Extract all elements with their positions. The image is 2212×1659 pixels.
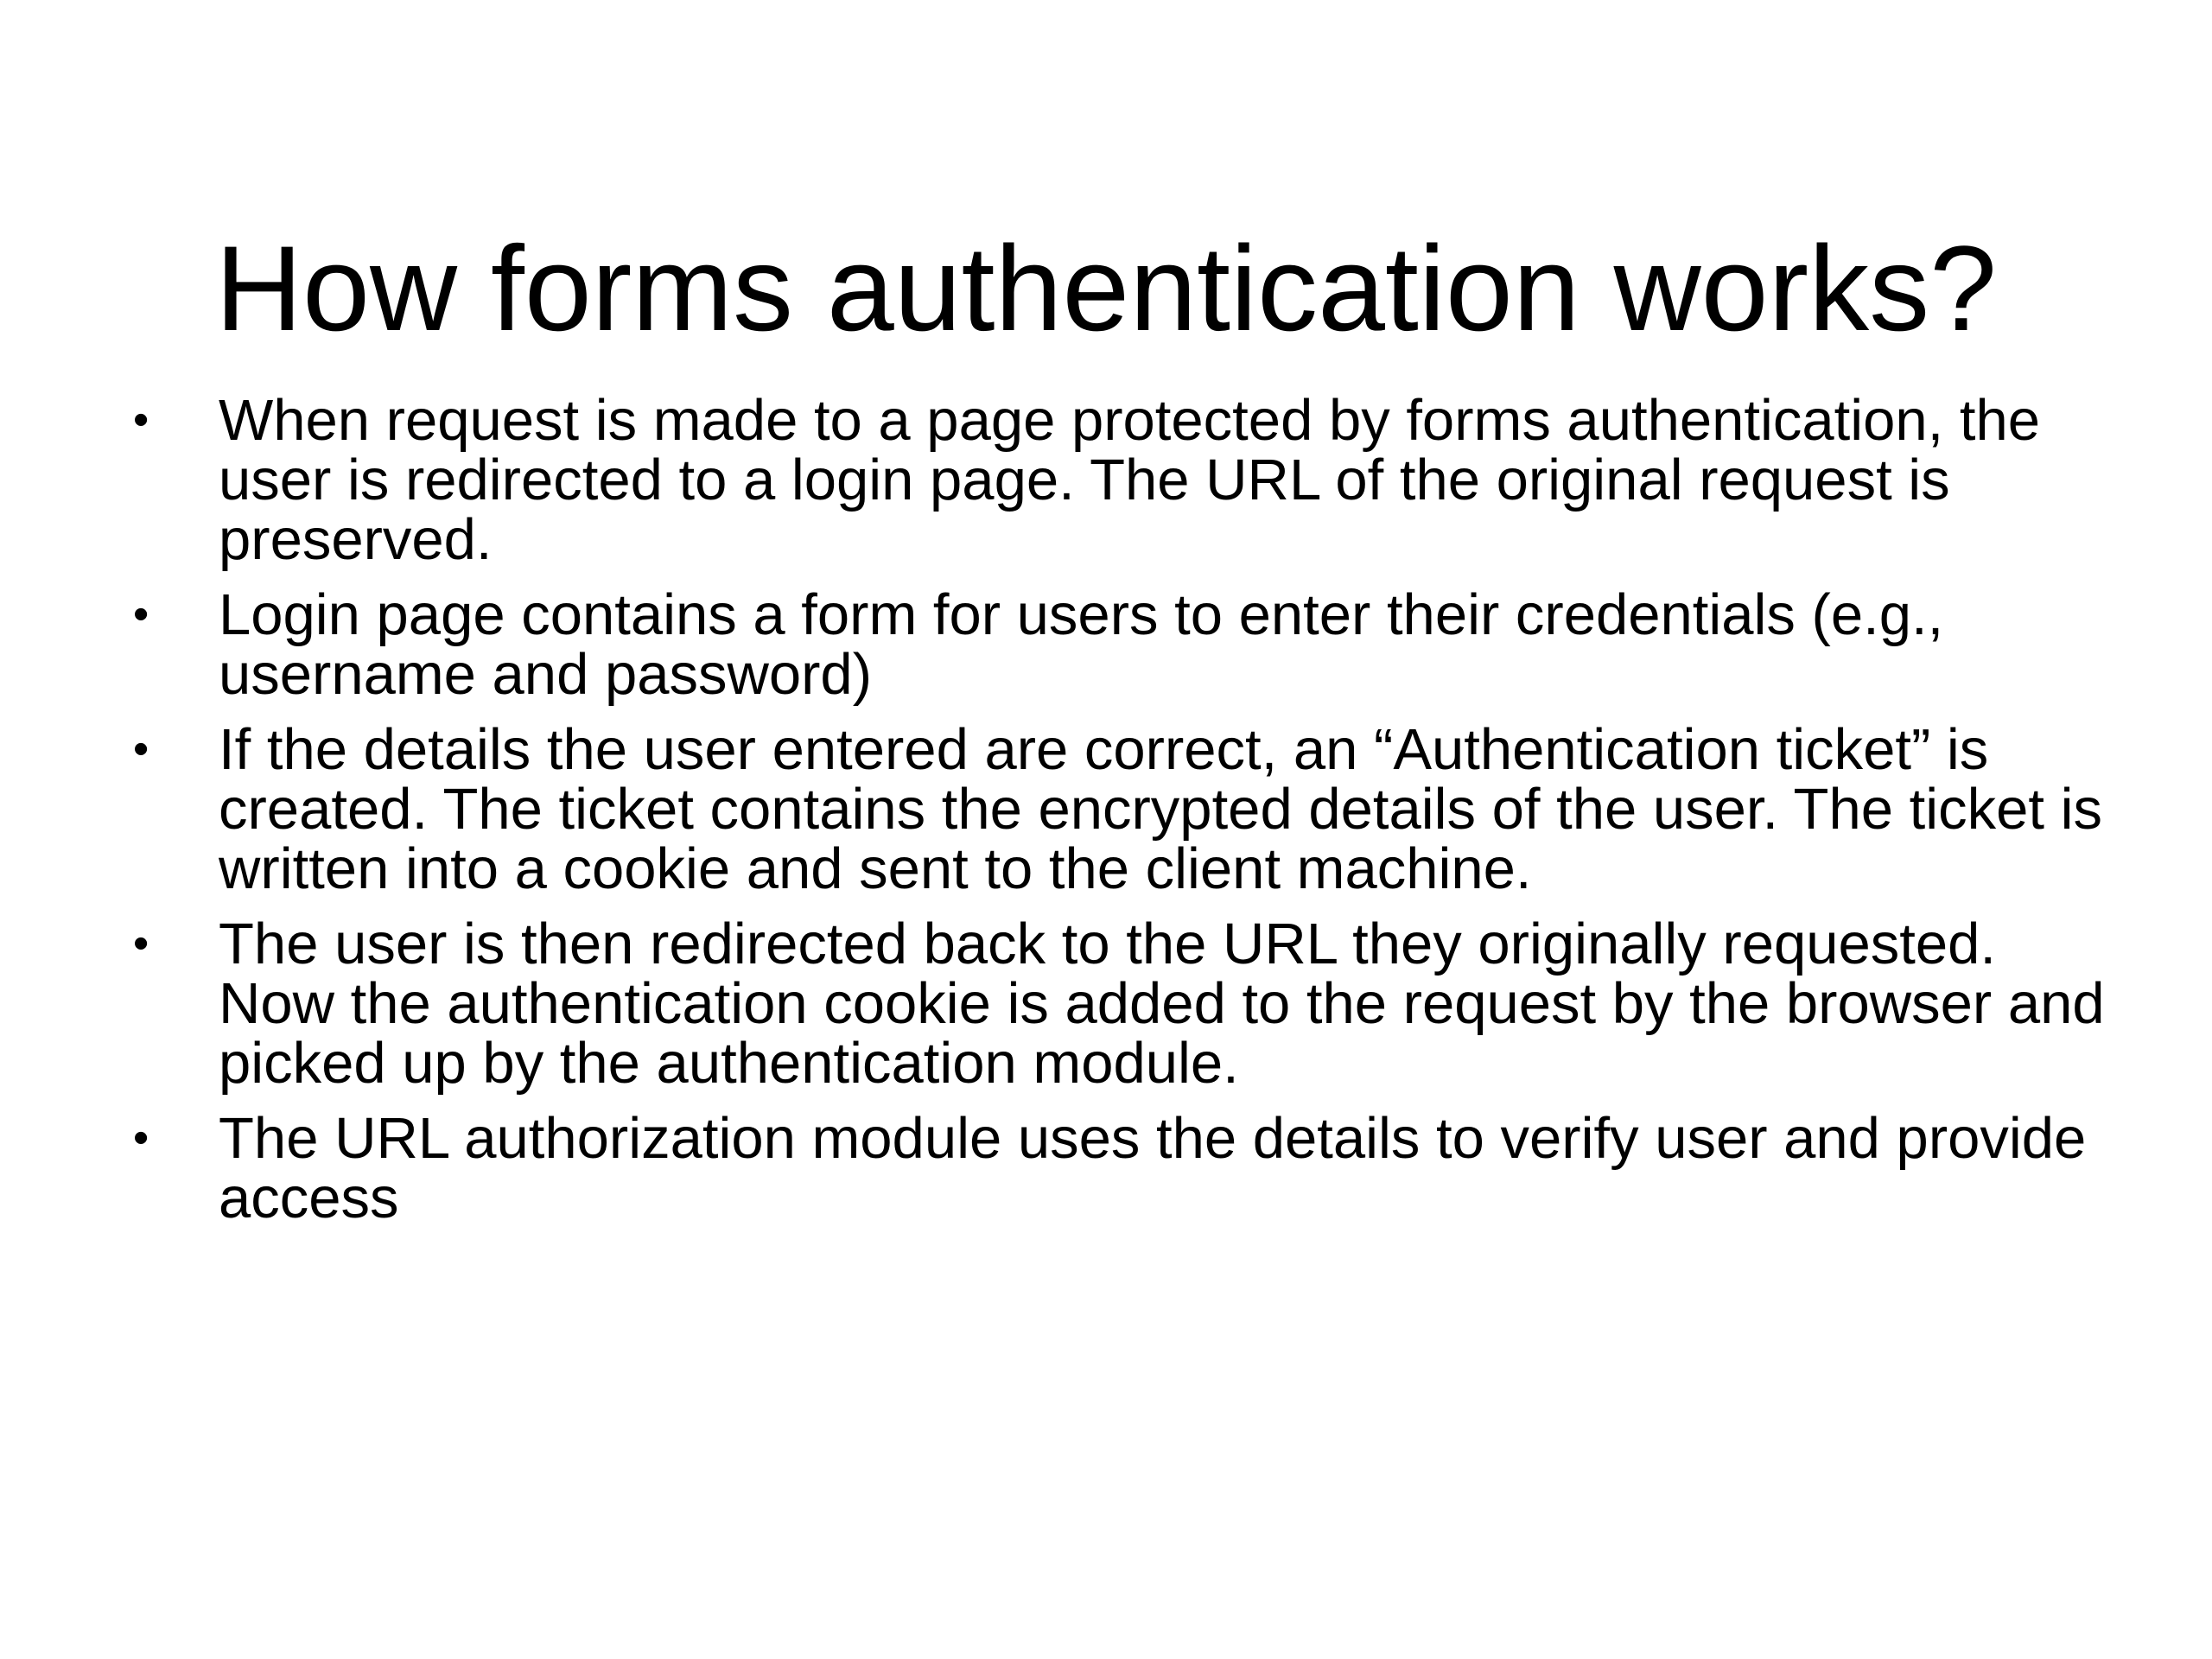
bullet-dot-icon: • <box>133 589 149 639</box>
bullet-dot-icon: • <box>133 1113 149 1163</box>
bullet-text: When request is made to a page protected by forms authentication, the user is redirected to a login page. The URL of the original request is preserved. <box>219 388 2041 572</box>
bullet-item <box>130 388 2117 572</box>
bullet-list <box>130 388 2117 1243</box>
bullet-dot-icon: • <box>133 395 149 445</box>
bullet-item <box>130 582 2117 707</box>
bullet-item <box>130 912 2117 1096</box>
bullet-text: Login page contains a form for users to enter their credentials (e.g., username and password) <box>219 582 1944 707</box>
bullet-item <box>130 1106 2117 1230</box>
bullet-item <box>130 717 2117 901</box>
bullet-text: The user is then redirected back to the URL they originally requested. Now the authentication cookie is added to the request by the browser and picked up by the authentication module. <box>219 912 2105 1096</box>
slide-title: How forms authentication works? <box>215 219 1997 356</box>
bullet-text: If the details the user entered are correct, an “Authentication ticket” is created. The ticket contains the encrypted details of the user. The ticket is written into a cookie and sent to the client machine. <box>219 717 2102 901</box>
bullet-dot-icon: • <box>133 724 149 774</box>
bullet-text: The URL authorization module uses the details to verify user and provide access <box>219 1106 2087 1230</box>
bullet-dot-icon: • <box>133 918 149 969</box>
